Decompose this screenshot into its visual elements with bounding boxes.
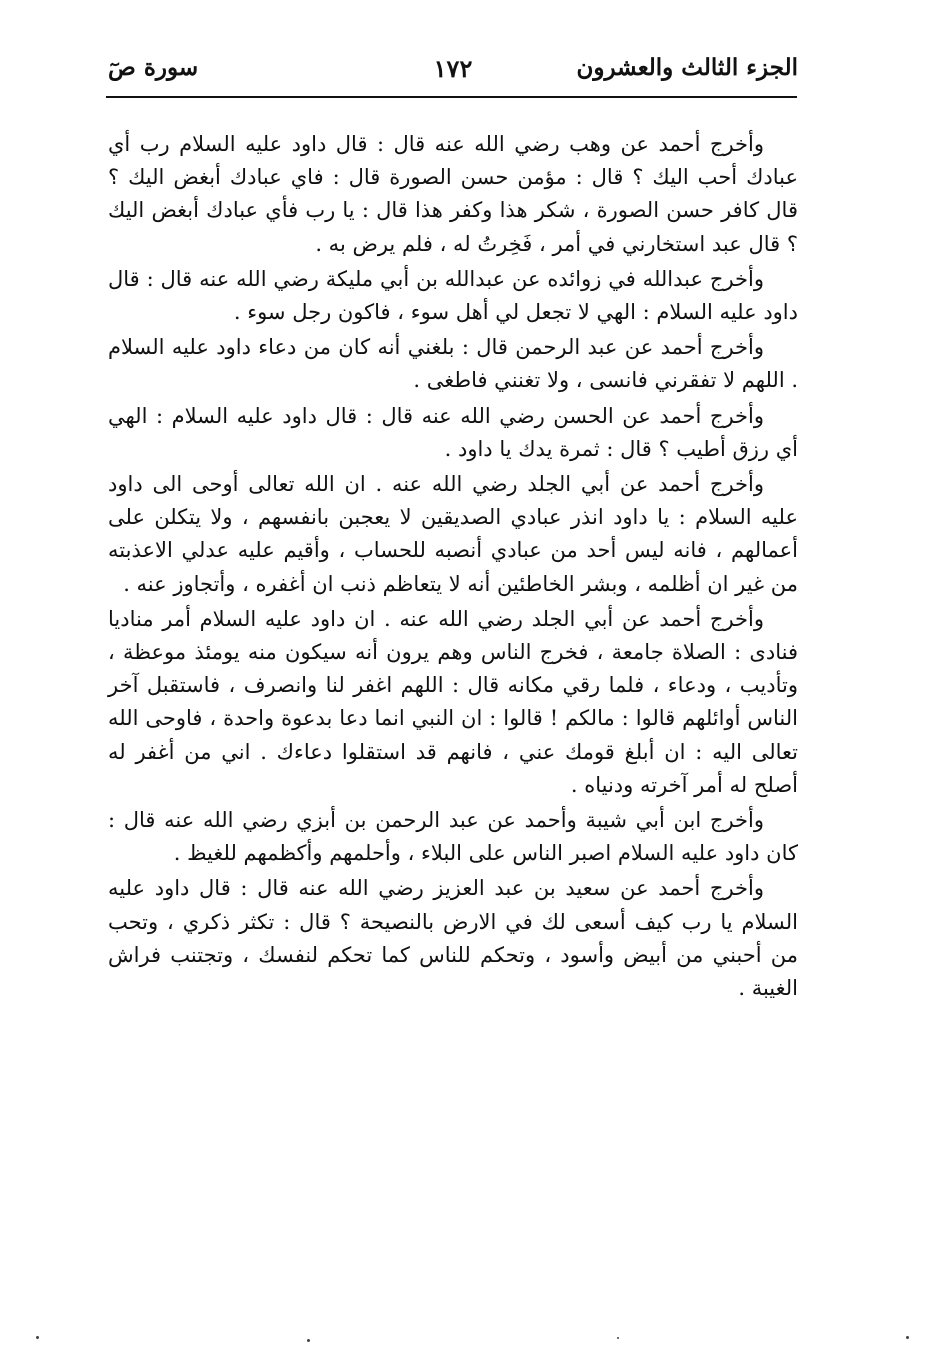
page-body [108, 128, 798, 1007]
paragraph-abdullah: وأخرج عبدالله في زوائده عن عبدالله بن أبي مليكة رضي الله عنه قال : قال داود عليه السلام : الهي لا تجعل لي أهل سوء ، فاكون رجل سوء . [108, 266, 798, 325]
page-header [108, 52, 798, 96]
page-number: ١٧٢ [433, 54, 473, 83]
paragraph-wahb: وأخرج أحمد عن وهب رضي الله عنه قال : قال داود عليه السلام رب أي عبادك أحب اليك ؟ قال : مؤمن حسن الصورة قال : فاي عبادك أبغض اليك ؟ قال كافر حسن الصورة ، شكر هذا وكفر هذا قال : يا رب فأي عبادك أبغض اليك ؟ قال عبد استخارني في أمر ، فَخِرتُ له ، فلم يرض به . [108, 132, 798, 256]
paragraph-hasan: وأخرج أحمد عن الحسن رضي الله عنه قال : قال داود عليه السلام : الهي أي رزق أطيب ؟ قال : ثمرة يدك يا داود . [108, 403, 798, 461]
juz-title: الجزء الثالث والعشرون [576, 54, 798, 81]
header-divider [106, 96, 797, 98]
paragraph-said: وأخرج أحمد عن سعيد بن عبد العزيز رضي الله عنه قال : قال داود عليه السلام يا رب كيف أسعى لك في الارض بالنصيحة ؟ قال : تكثر ذكري ، وتحب من أحبني من أبيض وأسود ، وتحكم للناس كما تحكم لنفسك ، وتجتنب فراش الغيبة . [108, 876, 798, 1001]
paragraph-ibn-abi-shaybah: وأخرج ابن أبي شيبة وأحمد عن عبد الرحمن بن أبزي رضي الله عنه قال : كان داود عليه السلام اصبر الناس على البلاء ، وأحلمهم وأكظمهم للغيظ . [108, 808, 798, 866]
paragraph-abdurrahman: وأخرج أحمد عن عبد الرحمن قال : بلغني أنه كان من دعاء داود عليه السلام . اللهم لا تفقرني فانسى ، ولا تغنني فاطغى . [108, 335, 798, 393]
paragraph-abul-jald-1: وأخرج أحمد عن أبي الجلد رضي الله عنه . ان الله تعالى أوحى الى داود عليه السلام : يا داود انذر عبادي الصديقين لا يعجبن بانفسهم ، ولا يتكلن على أعمالهم ، فانه ليس أحد من عبادي أنصبه للحساب ، وأقيم عليه عدلي الاعذبته من غير ان أظلمه ، وبشر الخاطئين أنه لا يتعاظم ذنب ان أغفره ، وأتجاوز عنه . [108, 472, 798, 596]
paragraph-abul-jald-2: وأخرج أحمد عن أبي الجلد رضي الله عنه . ان داود عليه السلام أمر مناديا فنادى : الصلاة جامعة ، فخرج الناس وهم يرون أنه سيكون منه يومئذ موعظة ، وتأديب ، ودعاء ، فلما رقي مكانه قال : اللهم اغفر لنا وانصرف ، فاستقبل آخر الناس أوائلهم قالوا : مالكم ! قالوا : ان النبي انما دعا بدعوة واحدة ، فاوحى الله تعالى اليه : ان أبلغ قومك عني ، فانهم قد استقلوا دعاءك . اني من أغفر له أصلح له أمر آخرته ودنياه . [108, 606, 798, 797]
surah-title: سورة صٓ [108, 54, 199, 81]
